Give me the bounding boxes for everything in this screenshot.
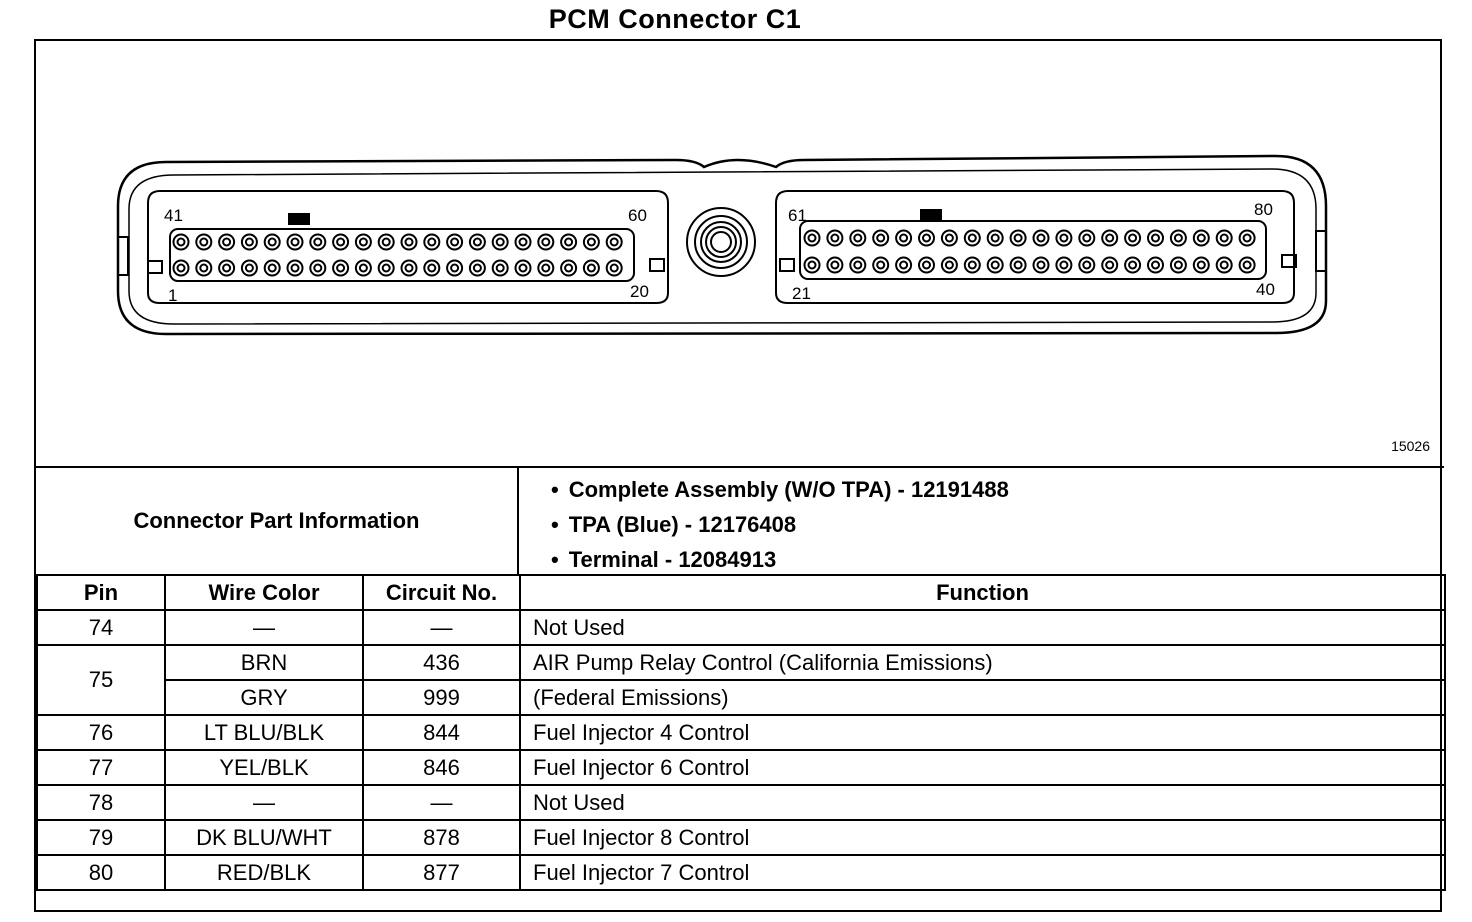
- pin-terminal-hole: [877, 262, 884, 269]
- wire-color-cell: LT BLU/BLK: [165, 715, 363, 750]
- table-row: [37, 610, 1445, 645]
- function-cell: Not Used: [520, 610, 1445, 645]
- pin-terminal: [265, 235, 280, 250]
- pin-terminal: [288, 261, 303, 276]
- pin-terminal: [1102, 258, 1117, 273]
- pin-terminal-hole: [292, 265, 299, 272]
- function-cell: Fuel Injector 8 Control: [520, 820, 1445, 855]
- pin-terminal: [1171, 258, 1186, 273]
- pin-terminal-hole: [1152, 235, 1159, 242]
- function-cell: Not Used: [520, 785, 1445, 820]
- pin-terminal: [561, 235, 576, 250]
- pin-terminal: [470, 261, 485, 276]
- pin-terminal-hole: [854, 235, 861, 242]
- wire-color-cell: —: [165, 785, 363, 820]
- pin-terminal: [896, 231, 911, 246]
- circuit-cell: —: [363, 610, 520, 645]
- function-cell: (Federal Emissions): [520, 680, 1445, 715]
- circuit-cell: —: [363, 785, 520, 820]
- pin-cell: 76: [37, 715, 165, 750]
- function-cell: AIR Pump Relay Control (California Emissions): [520, 645, 1445, 680]
- pin-terminal: [965, 231, 980, 246]
- pin-terminal-hole: [1175, 235, 1182, 242]
- pin-terminal: [561, 261, 576, 276]
- right-key: [920, 209, 942, 221]
- pin-terminal-hole: [1106, 235, 1113, 242]
- pin-terminal: [805, 231, 820, 246]
- pin-cell: 78: [37, 785, 165, 820]
- table-row: [37, 750, 1445, 785]
- pin-terminal-hole: [969, 262, 976, 269]
- wire-color-cell: RED/BLK: [165, 855, 363, 890]
- pin-terminal-hole: [178, 265, 185, 272]
- figure-number: 15026: [1391, 438, 1430, 454]
- header-circuit-no: Circuit No.: [363, 575, 520, 610]
- pin-terminal: [219, 261, 234, 276]
- header-wire-color: Wire Color: [165, 575, 363, 610]
- pin-terminal-hole: [1038, 262, 1045, 269]
- pin-terminal: [1148, 231, 1163, 246]
- pin-terminal-hole: [565, 265, 572, 272]
- pin-terminal: [1011, 258, 1026, 273]
- pin-terminal: [850, 231, 865, 246]
- circuit-cell: 877: [363, 855, 520, 890]
- pin-terminal: [516, 261, 531, 276]
- table-row: [37, 855, 1445, 890]
- pin-terminal: [447, 261, 462, 276]
- label-pin-61: 61: [788, 206, 807, 225]
- pin-terminal-hole: [542, 239, 549, 246]
- connector-part-info: [36, 466, 1444, 574]
- pin-terminal-hole: [314, 239, 321, 246]
- label-pin-41: 41: [164, 206, 183, 225]
- pin-terminal: [1056, 258, 1071, 273]
- pin-terminal: [965, 258, 980, 273]
- pin-terminal: [1240, 231, 1255, 246]
- pin-terminal-hole: [337, 239, 344, 246]
- header-function: Function: [520, 575, 1445, 610]
- pin-terminal: [1102, 231, 1117, 246]
- pin-terminal: [538, 261, 553, 276]
- pin-terminal-hole: [877, 235, 884, 242]
- pin-cell: 79: [37, 820, 165, 855]
- pin-terminal-hole: [269, 239, 276, 246]
- circuit-cell: 436: [363, 645, 520, 680]
- pin-terminal: [174, 235, 189, 250]
- pin-terminal: [402, 235, 417, 250]
- pin-terminal: [1079, 231, 1094, 246]
- pin-terminal-hole: [854, 262, 861, 269]
- pin-terminal-hole: [1129, 235, 1136, 242]
- pin-terminal-hole: [383, 239, 390, 246]
- pin-terminal-hole: [992, 235, 999, 242]
- pin-terminal: [896, 258, 911, 273]
- wire-color-cell: YEL/BLK: [165, 750, 363, 785]
- pin-terminal-hole: [223, 265, 230, 272]
- pin-terminal-hole: [923, 235, 930, 242]
- pin-terminal: [988, 231, 1003, 246]
- pin-terminal-hole: [1198, 235, 1205, 242]
- pin-terminal-hole: [946, 235, 953, 242]
- function-cell: Fuel Injector 7 Control: [520, 855, 1445, 890]
- pin-terminal: [1194, 258, 1209, 273]
- pin-terminal-hole: [1083, 235, 1090, 242]
- pin-terminal: [942, 258, 957, 273]
- wire-color-cell: GRY: [165, 680, 363, 715]
- pin-terminal-hole: [831, 235, 838, 242]
- pin-terminal: [919, 258, 934, 273]
- pin-terminal: [1217, 231, 1232, 246]
- table-header-row: [37, 575, 1445, 610]
- function-cell: Fuel Injector 4 Control: [520, 715, 1445, 750]
- pin-terminal-hole: [1152, 262, 1159, 269]
- connector-diagram: [36, 41, 1440, 462]
- pin-terminal: [584, 235, 599, 250]
- pin-terminal-hole: [474, 239, 481, 246]
- pin-terminal-hole: [451, 239, 458, 246]
- connector-drawing: [36, 41, 1440, 462]
- pin-terminal-hole: [1083, 262, 1090, 269]
- pin-terminal-hole: [1244, 262, 1251, 269]
- pin-terminal: [242, 261, 257, 276]
- pin-terminal: [356, 261, 371, 276]
- table-row: [37, 645, 1445, 680]
- pin-terminal-hole: [542, 265, 549, 272]
- label-pin-60: 60: [628, 206, 647, 225]
- part-info-item: • Terminal - 12084913: [551, 542, 1009, 577]
- pin-terminal-hole: [900, 262, 907, 269]
- pin-cell: 74: [37, 610, 165, 645]
- pin-terminal-hole: [223, 239, 230, 246]
- pin-terminal-hole: [900, 235, 907, 242]
- pin-terminal-hole: [337, 265, 344, 272]
- table-row: [37, 680, 1445, 715]
- pin-terminal: [873, 231, 888, 246]
- pin-terminal-hole: [611, 239, 618, 246]
- circuit-cell: 878: [363, 820, 520, 855]
- pin-terminal: [850, 258, 865, 273]
- pin-terminal-hole: [809, 235, 816, 242]
- pin-terminal-hole: [520, 239, 527, 246]
- pin-terminal: [219, 235, 234, 250]
- pin-terminal: [265, 261, 280, 276]
- pin-terminal: [1217, 258, 1232, 273]
- pin-terminal: [356, 235, 371, 250]
- label-pin-1: 1: [168, 286, 178, 305]
- page-title: PCM Connector C1: [548, 4, 802, 34]
- pin-terminal: [584, 261, 599, 276]
- pin-terminal: [827, 258, 842, 273]
- pin-terminal: [1125, 231, 1140, 246]
- pin-terminal-hole: [497, 239, 504, 246]
- pin-terminal-hole: [178, 239, 185, 246]
- pin-terminal-hole: [831, 262, 838, 269]
- pin-terminal: [493, 261, 508, 276]
- pin-terminal-hole: [1175, 262, 1182, 269]
- pin-terminal: [1171, 231, 1186, 246]
- table-row: [37, 715, 1445, 750]
- pin-terminal: [1079, 258, 1094, 273]
- table-row: [37, 820, 1445, 855]
- pin-terminal: [424, 261, 439, 276]
- pin-terminal: [196, 235, 211, 250]
- pin-terminal-hole: [565, 239, 572, 246]
- pin-cell: 80: [37, 855, 165, 890]
- pin-terminal: [1125, 258, 1140, 273]
- pin-terminal: [379, 235, 394, 250]
- label-pin-20: 20: [630, 282, 649, 301]
- pin-terminal-hole: [1244, 235, 1251, 242]
- pin-terminal: [1034, 231, 1049, 246]
- label-pin-21: 21: [792, 284, 811, 303]
- pin-terminal: [288, 235, 303, 250]
- pin-terminal: [607, 235, 622, 250]
- pin-terminal-hole: [588, 239, 595, 246]
- pin-terminal: [873, 258, 888, 273]
- pin-terminal: [402, 261, 417, 276]
- pin-terminal-hole: [497, 265, 504, 272]
- pin-terminal: [333, 235, 348, 250]
- pin-terminal: [242, 235, 257, 250]
- pin-terminal-hole: [428, 265, 435, 272]
- pin-terminal: [1034, 258, 1049, 273]
- pin-terminal-hole: [1221, 235, 1228, 242]
- pin-terminal: [470, 235, 485, 250]
- pin-terminal-hole: [992, 262, 999, 269]
- pin-terminal: [333, 261, 348, 276]
- pin-terminal-hole: [1221, 262, 1228, 269]
- pin-terminal-hole: [969, 235, 976, 242]
- part-info-item: • Complete Assembly (W/O TPA) - 12191488: [551, 472, 1009, 507]
- pin-terminal: [942, 231, 957, 246]
- pin-terminal: [196, 261, 211, 276]
- part-info-item: • TPA (Blue) - 12176408: [551, 507, 1009, 542]
- pin-terminal: [1011, 231, 1026, 246]
- pin-terminal: [607, 261, 622, 276]
- part-info-list: [551, 472, 1009, 577]
- label-pin-40: 40: [1256, 280, 1275, 299]
- pin-terminal: [1148, 258, 1163, 273]
- pin-terminal: [1056, 231, 1071, 246]
- function-cell: Fuel Injector 6 Control: [520, 750, 1445, 785]
- pin-terminal-hole: [1015, 235, 1022, 242]
- circuit-cell: 846: [363, 750, 520, 785]
- pin-cell: 75: [37, 645, 165, 715]
- header-pin: Pin: [37, 575, 165, 610]
- pin-terminal-hole: [246, 265, 253, 272]
- pin-cell: 77: [37, 750, 165, 785]
- table-row: [37, 785, 1445, 820]
- circuit-cell: 844: [363, 715, 520, 750]
- pin-terminal: [310, 261, 325, 276]
- pin-terminal: [538, 235, 553, 250]
- pin-terminal: [805, 258, 820, 273]
- wire-color-cell: BRN: [165, 645, 363, 680]
- pin-terminal-hole: [946, 262, 953, 269]
- part-info-label: Connector Part Information: [36, 468, 519, 574]
- left-key: [288, 213, 310, 225]
- pin-terminal-hole: [200, 239, 207, 246]
- pin-terminal-hole: [1106, 262, 1113, 269]
- pin-terminal-hole: [1198, 262, 1205, 269]
- pin-table: [36, 574, 1446, 891]
- pin-terminal: [379, 261, 394, 276]
- pin-terminal-hole: [809, 262, 816, 269]
- wire-color-cell: —: [165, 610, 363, 645]
- pin-terminal-hole: [406, 239, 413, 246]
- pin-terminal-hole: [1129, 262, 1136, 269]
- pin-terminal-hole: [360, 239, 367, 246]
- pin-terminal: [447, 235, 462, 250]
- pin-terminal-hole: [269, 265, 276, 272]
- pin-terminal-hole: [451, 265, 458, 272]
- pin-terminal: [1194, 231, 1209, 246]
- pin-terminal: [827, 231, 842, 246]
- pin-terminal-hole: [314, 265, 321, 272]
- pin-terminal: [516, 235, 531, 250]
- pin-terminal-hole: [1015, 262, 1022, 269]
- pin-terminal-hole: [292, 239, 299, 246]
- pin-terminal-hole: [200, 265, 207, 272]
- pin-terminal: [493, 235, 508, 250]
- pin-terminal-hole: [923, 262, 930, 269]
- pin-terminal-hole: [246, 239, 253, 246]
- pin-terminal-hole: [406, 265, 413, 272]
- pin-terminal: [310, 235, 325, 250]
- pin-terminal-hole: [383, 265, 390, 272]
- pin-terminal: [174, 261, 189, 276]
- pin-terminal: [919, 231, 934, 246]
- pin-terminal-hole: [474, 265, 481, 272]
- pin-terminal: [988, 258, 1003, 273]
- pin-terminal-hole: [1038, 235, 1045, 242]
- pin-terminal-hole: [428, 239, 435, 246]
- pin-terminal-hole: [360, 265, 367, 272]
- pin-terminal-hole: [1060, 235, 1067, 242]
- pin-terminal: [1240, 258, 1255, 273]
- label-pin-80: 80: [1254, 200, 1273, 219]
- pin-terminal-hole: [588, 265, 595, 272]
- pin-terminal-hole: [520, 265, 527, 272]
- pin-terminal-hole: [611, 265, 618, 272]
- wire-color-cell: DK BLU/WHT: [165, 820, 363, 855]
- pin-terminal-hole: [1060, 262, 1067, 269]
- circuit-cell: 999: [363, 680, 520, 715]
- pin-terminal: [424, 235, 439, 250]
